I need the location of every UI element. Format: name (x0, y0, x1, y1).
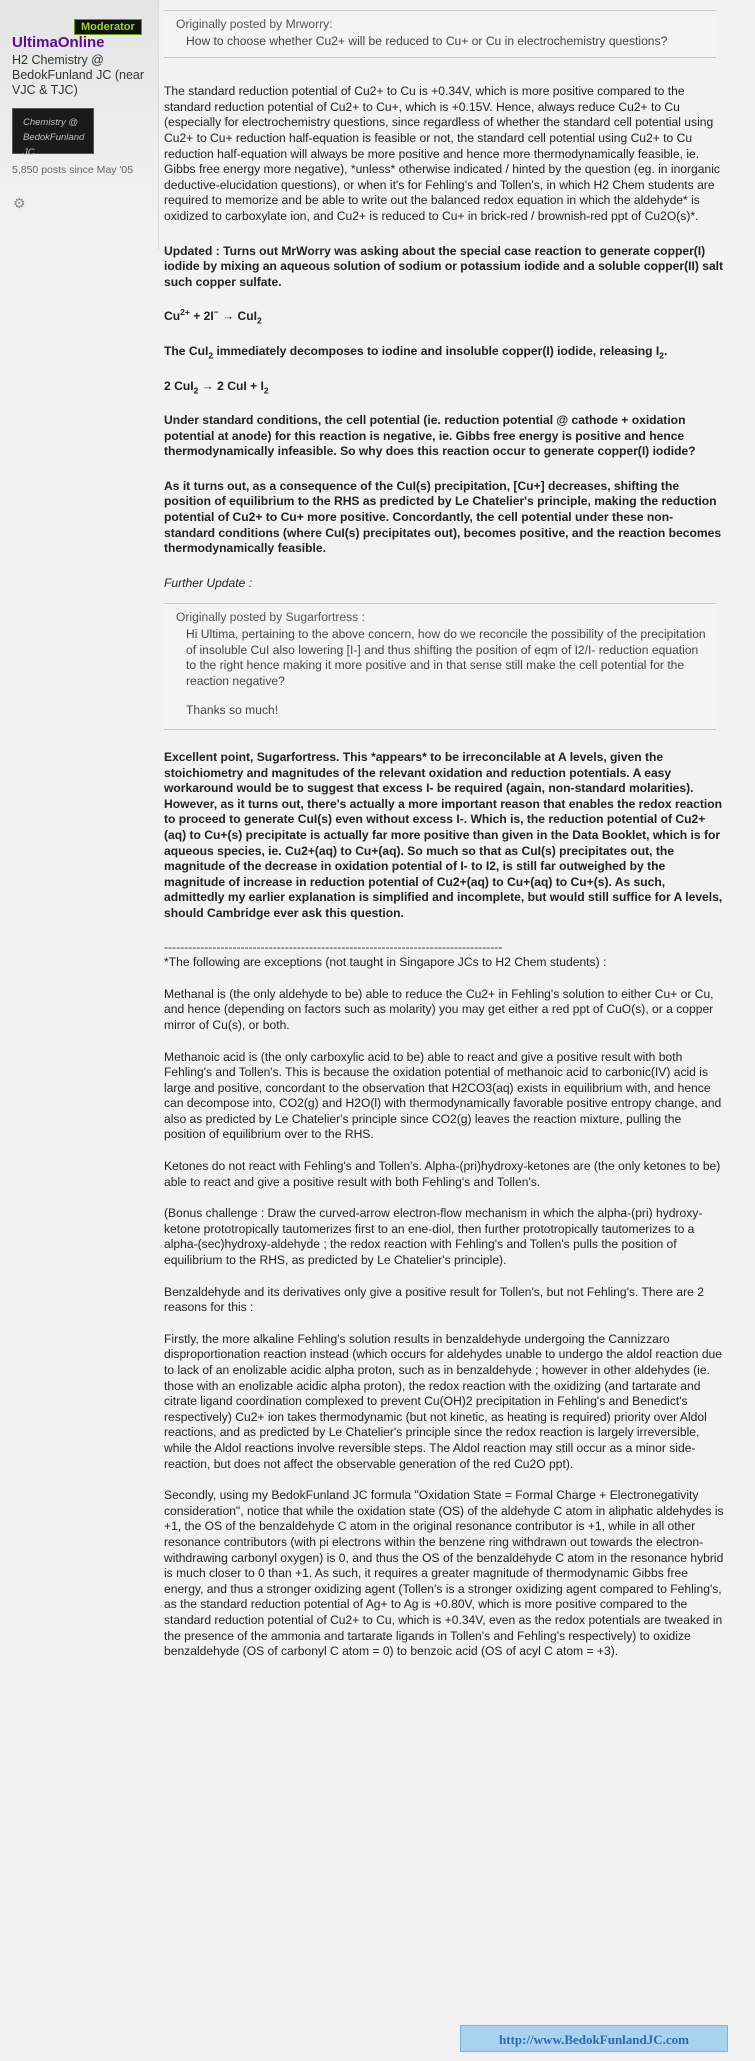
user-sidebar (0, 0, 159, 250)
eq-sub: 2 (263, 384, 269, 395)
post-count: 5,850 posts since May '05 (12, 164, 134, 176)
paragraph-bonus-challenge: (Bonus challenge : Draw the curved-arrow electron-flow mechanism in which the alpha-(pri) hydroxy-ketone prototropically tautomerizes first to an ene-diol, then further prototropically tautomerizes to a alpha-(sec)hydroxy-aldehyde ; the redox reaction with Fehling's and Tollen's pulls the position of equilibrium to the RHS, as predicted by Le Chatelier's principle). (164, 1206, 703, 1268)
gear-icon[interactable]: ⚙ (13, 195, 26, 211)
user-title: H2 Chemistry @ BedokFunland JC (near VJC & TJC) (12, 53, 145, 97)
avatar-text-line2: BedokFunland JC (23, 132, 85, 158)
eq-sub: 2 (256, 315, 262, 326)
eq-term: + 2I (189, 309, 214, 324)
paragraph-secondly: Secondly, using my BedokFunland JC formula "Oxidation State = Formal Charge + Electronegativity consideration", notice that while the oxidation state (OS) of the aldehyde C atom in aliphatic aldehydes is +1, the OS of the benzaldehyde C atom in the original resonance contributor is +1, while in all other resonance contributors (with pi electrons within the benzene ring withdrawn out towards the electron-withdrawing carbonyl oxygen) is 0, and thus the OS of the benzaldehyde C atom in the resonance hybrid is much closer to 0 than +1. As such, it requires a greater magnitude of thermodynamic Gibbs free energy, and thus a stronger oxidizing agent (Tollen's is a stronger oxidizing agent compared to Fehling's, as the standard reduction potential of Ag+ to Ag is +0.80V, which is more positive compared to the standard reduction potential of Cu2+ to Cu, which is +0.34V, even as the redox potentials are tweaked in the presence of the ammonia and tartarate ligands in Tollen's and Fehling's respectively) to oxidize benzaldehyde (OS of carbonyl C atom = 0) to benzoic acid (OS of acyl C atom = +3). (164, 1488, 724, 1659)
paragraph-standard-reduction: The standard reduction potential of Cu2+ to Cu is +0.34V, which is more positive compared to the standard reduction potential of Cu2+ to Cu+, which is +0.15V. Hence, always reduce Cu2+ to Cu (especially for electrochemistry questions, since regardless of whether the standard cell potential using Cu2+ to Cu+ reduction half-equation is feasible or not, the standard cell potential using Cu2+ to Cu reduction half-equation will always be more positive and hence more thermodynamically feasible, ie. Gibbs free energy more negative), *unless* otherwise indicated / hinted by the question (eg. in inorganic deductive-elucidation questions), or when it's for Fehling's and Tollen's, in which H2 Chem students are required to memorize and be able to write out the balanced redox equation in which the aldehyde* is oxidized to carboxylate ion, and Cu2+ is reduced to Cu+ in brick-red / brownish-red ppt of Cu2O(s)*. (164, 84, 720, 223)
paragraph-methanal: Methanal is (the only aldehyde to be) able to reduce the Cu2+ in Fehling's solution to either Cu+ or Cu, and hence (depending on factors such as molarity) you may get either a red ppt of CuO(s), or a copper mirror of Cu(s), or both. (164, 986, 714, 1032)
eq-term: Cu (164, 309, 181, 324)
eq-term: → 2 CuI + I (198, 378, 264, 393)
text-sub: 2 (208, 350, 214, 361)
eq-term: 2 CuI (164, 378, 194, 393)
quote-text: How to choose whether Cu2+ will be reduced to Cu+ or Cu in electrochemistry questions? (186, 33, 668, 48)
eq-sub: 2 (193, 384, 199, 395)
quote-header: Originally posted by Mrworry: (176, 17, 333, 31)
paragraph-ketones: Ketones do not react with Fehling's and Tollen's. Alpha-(pri)hydroxy-ketones are (the only ketones to be) able to react and give a positive result with both Fehling's and Tollen's. (164, 1159, 721, 1189)
eq-sup: 2+ (180, 307, 190, 318)
equation-cu-iodide (164, 309, 724, 325)
quote-thanks: Thanks so much! (186, 703, 279, 718)
text-sub: 2 (659, 350, 665, 361)
paragraph-decomposition (164, 344, 724, 360)
paragraph-exceptions: *The following are exceptions (not taught in Singapore JCs to H2 Chem students) : (164, 955, 607, 970)
paragraph-benzaldehyde: Benzaldehyde and its derivatives only give a positive result for Tollen's, but not Fehling's. There are 2 reasons for this : (164, 1284, 704, 1315)
paragraph-methanoic-acid: Methanoic acid is (the only carboxylic acid to be) able to react and give a positive result with both Fehling's and Tollen's. This is because the oxidation potential of methanoic acid to carbonic(IV) acid is large and positive, concordant to the observation that H2CO3(aq) exists in equilibrium with, and hence can decompose into, CO2(g) and H2O(l) with thermodynamically favorable positive entropy change, and also as predicted by Le Chatelier's principle since CO2(g) leaves the reaction mixture, pulling the position of equilibrium over to the RHS. (164, 1049, 722, 1142)
quote-header: Originally posted by Sugarfortress : (176, 610, 365, 625)
text-run: . (664, 343, 668, 358)
quote-block-sugarfortress (164, 603, 716, 730)
avatar-text-line1: Chemistry @ (23, 117, 79, 128)
user-avatar (12, 108, 94, 158)
text-run: immediately decomposes to iodine and insoluble copper(I) iodide, releasing I (213, 343, 660, 358)
quote-block-mrworry (164, 10, 716, 58)
username-link[interactable]: UltimaOnline (12, 34, 105, 51)
further-update-heading: Further Update : (164, 575, 253, 590)
divider-line: ------------------------------------------------------------------------------------ (164, 939, 503, 954)
eq-term: → CuI (218, 309, 257, 324)
paragraph-excellent-point: Excellent point, Sugarfortress. This *appears* to be irreconcilable at A levels, given the stoichiometry and magnitudes of the relevant oxidation and reduction potentials. A easy workaround would be to suggest that excess I- be required (again, non-standard molarities). However, as it turns out, there's actually a more important reason that enables the redox reaction to proceed to generate CuI(s) even without excess I-. Which is, the reduction potential of Cu2+(aq) to Cu+(s) precipitate is actually far more positive than given in the Data Booklet, which is for aqueous species, ie. Cu2+(aq) to Cu+(aq). So much so that as CuI(s) precipitates out, the magnitude of the decrease in oxidation potential of I- to I2, is still far outweighed by the magnitude of increase in reduction potential of Cu2+(aq) to Cu+(aq) to Cu+(s). As such, admittedly my earlier explanation is simplified and incomplete, but would still suffice for A levels, should Cambridge ever ask this question. (164, 750, 723, 920)
quote-paragraph: Hi Ultima, pertaining to the above concern, how do we reconcile the possibility of the precipitation of insoluble CuI also lowering [I-] and thus shifting the position of eqm of I2/I- reduction equation to the right hence making it more positive and in that sense still make the cell potential for the reaction negative? (186, 627, 706, 688)
paragraph-firstly: Firstly, the more alkaline Fehling's solution results in benzaldehyde undergoing the Cannizzaro disproportionation reaction instead (which occurs for aldehydes unable to undergo the aldol reaction due to lack of an enolizable acidic alpha proton, such as in benzaldehyde ; however in other aldehydes (ie. those with an enolizable acidic alpha proton), the redox reaction with the oxidizing (and tartarate and citrate ligand coordination complexed to prevent Cu(OH)2 precipitation in Fehling's and Benedict's respectively) Cu2+ ion takes thermodynamic (but not kinetic, as heating is required) priority over Aldol reactions, and as predicted by Le Chatelier's principle since the redox reaction is largely irreversible, while the Aldol reactions involve reversible steps. The Aldol reaction may still occur as a minor side-reaction, but does not affect the observable generation of the red Cu2O ppt). (164, 1331, 723, 1471)
post-body (164, 0, 724, 1660)
footer-website-link[interactable]: http://www.BedokFunlandJC.com (460, 2025, 728, 2052)
text-run: The CuI (164, 343, 209, 358)
paragraph-standard-conditions: Under standard conditions, the cell potential (ie. reduction potential @ cathode + oxidation potential at anode) for this reaction is negative, ie. Gibbs free energy is positive and hence thermodynamically infeasible. So why does this reaction occur to generate copper(I) iodide? (164, 413, 696, 459)
paragraph-updated: Updated : Turns out MrWorry was asking about the special case reaction to generate copper(I) iodide by mixing an aqueous solution of sodium or potassium iodide and a soluble copper(II) salt such copper sulfate. (164, 243, 724, 289)
equation-decomposition (164, 379, 724, 395)
quote-text (176, 627, 706, 719)
moderator-badge: Moderator (74, 19, 142, 35)
paragraph-turns-out: As it turns out, as a consequence of the CuI(s) precipitation, [Cu+] decreases, shifting the position of equilibrium to the RHS as predicted by Le Chatelier's principle, making the reduction potential of Cu2+ to Cu+ more positive. Concordantly, the cell potential under these non-standard conditions (where CuI(s) precipitates out), becomes positive, and the reaction becomes thermodynamically feasible. (164, 478, 722, 556)
eq-sup: − (213, 307, 219, 318)
